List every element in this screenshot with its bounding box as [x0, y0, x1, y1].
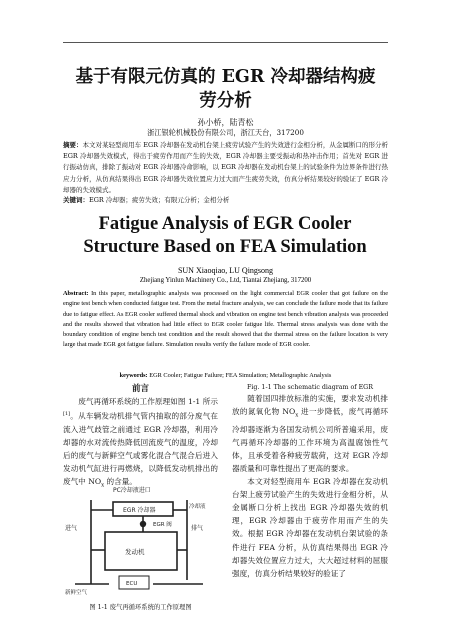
fig-label-intake: 进气 [65, 525, 78, 532]
authors-chinese: 孙小桥，陆青松 [197, 118, 254, 127]
keywords-english [63, 372, 388, 379]
left-para-part-c: 的含量。 [104, 477, 137, 487]
fig-label-exhaust: 排气 [191, 525, 204, 532]
egr-valve-icon [140, 521, 146, 527]
reference-mark: [1] [63, 411, 71, 418]
title-en-line1: Fatigue Analysis of EGR Cooler [98, 214, 352, 234]
right-paragraph-1 [232, 392, 388, 475]
authors-english: SUN Xiaoqiao, LU Qingsong [177, 266, 274, 275]
figure-caption-cn: 图 1-1 废气再循环系统的工作原理图 [89, 604, 192, 611]
title-en-line2: Structure Based on FEA Simulation [83, 237, 367, 257]
nox-subscript: x [101, 482, 105, 489]
title-cn-line1: 基于有限元仿真的 EGR 冷却器结构疲 [75, 67, 376, 87]
title-english [50, 213, 400, 259]
right-paragraph-2: 本文对轻型商用车 EGR 冷却器在发动机台架上疲劳试验产生的失效进行金相分析，从金属断口分析上找出 EGR 冷却器失效的机理，EGR 冷却器由于疲劳作用而产生的失效。根据 EGR 冷却器在发动机台架试验的条件进行 FEA 分析，从仿真结果得出 EGR 冷却器失效位置应力过大，大大超过材料的屈服强度，仿真分析结果较好的验证了 [232, 477, 388, 578]
keywords-chinese [63, 195, 388, 204]
egr-schematic-figure [63, 480, 218, 600]
affiliation-english: Zhejiang Yinlun Machinery Co., Ltd, Tiantai Zhejiang, 317200 [139, 277, 312, 284]
fig-label-top: PC冷却液进口 [113, 487, 151, 494]
fig-label-air: 新鲜空气 [65, 590, 88, 596]
left-column [63, 383, 218, 493]
fig-label-ecu: ECU [126, 581, 138, 587]
egr-schematic-svg [63, 480, 218, 600]
right-para1-part-b: 进一步降低，废气再循环冷却器逐渐为各国发动机公司所普遍采用，废气再循环冷却器的工作环境为高温腐蚀性气体，且承受着各种疲劳载荷，这对 EGR 冷却器质量和可靠性提出了更高的要求。 [232, 407, 388, 473]
keywords-cn-label: 关键词： [63, 196, 89, 204]
abstract-cn-text: 本文对某轻型商用车 EGR 冷却器在发动机台架上疲劳试验产生的失效进行金相分析，从金属断口的形分析 EGR 冷却器失效模式，得出于疲劳作用而产生的失效，EGR 冷却器主要受振动和热冲击作用；首先对 EGR 进行振动仿真，排除了振动对 EGR 冷却器冷命影响，以 EGR 冷却器在发动机台架上的试验条件为边界条件进行热应力分析，从仿真结果得出 EGR 冷却器失效位置应力过大而产生疲劳失效，仿真分析结果较好的验证了 EGR 冷却器的失效模式。 [63, 141, 389, 194]
title-cn-line2: 劳分析 [199, 91, 252, 111]
keywords-cn-text: EGR 冷却器；疲劳失效；有限元分析；金相分析 [89, 196, 230, 204]
left-paragraph [63, 395, 218, 493]
abstract-cn-label: 摘要： [63, 141, 83, 149]
fig-label-cooler: EGR 冷却器 [123, 507, 156, 514]
abstract-chinese [63, 140, 388, 196]
title-chinese [63, 65, 388, 113]
abstract-english [63, 289, 388, 351]
abstract-en-label: Abstract: [63, 290, 89, 297]
fig-label-valve: EGR 阀 [153, 522, 172, 528]
abstract-en-text: In this paper, metallographic analysis was processed on the light commercial EGR cooler that got failure on the engine test bench when conducted fatigue test. From the metal fracture analysis, we can conclude the failure mode that its failure due to fatigue effect. As EGR cooler suffered thermal shock and vibration on engine test bench vibration analysis was proceeded and the results showed that vibration had little effect to EGR cooler fatigue life. Thermal stress analysis was done with the boundary condition of engine bench test condition and the result showed that the thermal stress on the failure location is very large that made EGR got fatigue failure. Simulation results verify the failure mode of EGR cooler. [63, 290, 389, 349]
header-rule [63, 42, 388, 43]
nox-subscript-right: x [295, 412, 299, 419]
keywords-en-text: EGR Cooler; Fatigue Failure; FEA Simulation; Metallographic Analysis [149, 372, 332, 379]
affiliation-chinese: 浙江银轮机械股份有限公司，浙江天台，317200 [147, 128, 304, 137]
fig-label-coolant: 冷却液 [189, 504, 206, 510]
figure-caption-en: Fig. 1-1 The schematic diagram of EGR [247, 384, 373, 391]
left-para-part-b: 。从车辆发动机排气管内抽取的部分废气在流入进气歧管之前通过 EGR 冷却器，利用冷却器的水对流传热降低回流废气的温度，冷却后的废气与新鲜空气或雾化混合气混合后进入发动机气缸进行再燃烧，以降低发动机排出的废气中 NO [63, 411, 218, 487]
keywords-en-label: keywords: [119, 372, 148, 379]
section-heading-preface: 前言 [131, 384, 149, 394]
left-para-part-a: 废气再循环系统的工作原理如图 1-1 所示 [78, 397, 218, 406]
right-para1-part-a: 随着国四排放标准的实施，要求发动机排放的氮氧化物 NO [232, 394, 388, 417]
fig-label-engine: 发动机 [125, 548, 145, 556]
right-column [232, 383, 388, 580]
